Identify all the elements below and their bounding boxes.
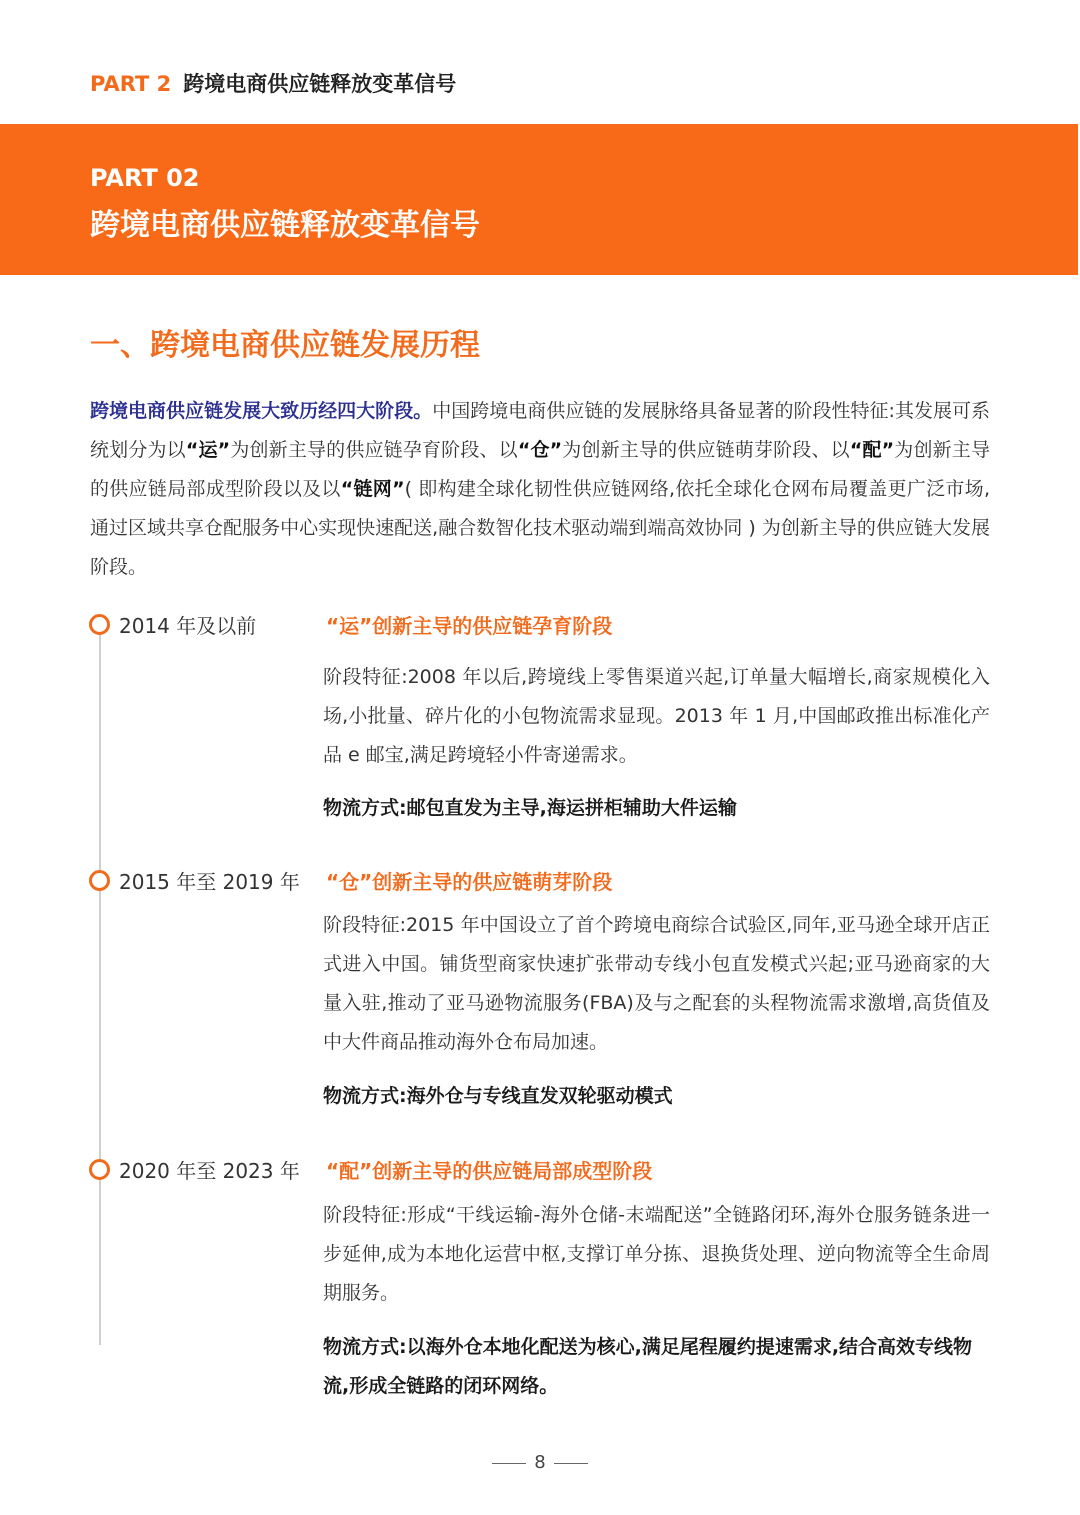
stage-period: 2014 年及以前 [119, 614, 257, 638]
intro-keyword: “链网” [340, 478, 405, 500]
timeline-dot-icon [89, 1159, 110, 1180]
stage-logistics-mode: 物流方式:以海外仓本地化配送为核心,满足尾程履约提速需求,结合高效专线物流,形成全链路的闭环网络。 [323, 1336, 973, 1397]
intro-text: 为创新主导的供应链局部成型阶段以及以 [90, 439, 990, 500]
timeline-dot-icon [89, 614, 110, 635]
running-head-part: PART 2 [90, 72, 172, 96]
timeline-line [99, 623, 101, 1345]
running-head [90, 68, 456, 98]
page-footer [0, 1452, 1080, 1473]
stage-period: 2020 年至 2023 年 [119, 1159, 300, 1183]
intro-keyword: “仓” [517, 439, 563, 461]
footer-rule [554, 1463, 588, 1464]
intro-text: 为创新主导的供应链孕育阶段、以 [230, 439, 518, 461]
section-title: 一、跨境电商供应链发展历程 [90, 328, 480, 363]
stage-period: 2015 年至 2019 年 [119, 870, 300, 894]
part-banner [0, 124, 1078, 275]
intro-text: 为创新主导的供应链萌芽阶段、以 [562, 439, 850, 461]
banner-title: 跨境电商供应链释放变革信号 [90, 208, 480, 243]
stage-title: “运”创新主导的供应链孕育阶段 [326, 614, 613, 638]
page-number: 8 [534, 1452, 546, 1473]
intro-lead: 跨境电商供应链发展大致历经四大阶段。 [90, 400, 433, 422]
intro-keyword: “运” [185, 439, 231, 461]
stage-description: 阶段特征:2008 年以后,跨境线上零售渠道兴起,订单量大幅增长,商家规模化入场,小批量、碎片化的小包物流需求显现。2013 年 1 月,中国邮政推出标准化产品 e 邮宝,满足跨境轻小件寄递需求。 [323, 666, 990, 766]
stage-description: 阶段特征:形成“干线运输-海外仓储-末端配送”全链路闭环,海外仓服务链条进一步延伸,成为本地化运营中枢,支撑订单分拣、退换货处理、逆向物流等全生命周期服务。 [323, 1204, 990, 1304]
stage-logistics-mode: 物流方式:海外仓与专线直发双轮驱动模式 [323, 1085, 673, 1107]
stage-logistics-mode: 物流方式:邮包直发为主导,海运拼柜辅助大件运输 [323, 797, 737, 819]
footer-rule [492, 1463, 526, 1464]
intro-paragraph [90, 392, 990, 587]
intro-keyword: “配” [849, 439, 895, 461]
banner-part-label: PART 02 [90, 164, 200, 192]
stage-title: “配”创新主导的供应链局部成型阶段 [326, 1159, 653, 1183]
stage-description: 阶段特征:2015 年中国设立了首个跨境电商综合试验区,同年,亚马逊全球开店正式进入中国。铺货型商家快速扩张带动专线小包直发模式兴起;亚马逊商家的大量入驻,推动了亚马逊物流服务(FBA)及与之配套的头程物流需求激增,高货值及中大件商品推动海外仓布局加速。 [323, 914, 990, 1053]
intro-text: 中国跨境电商供应链的发展脉络具备显著的阶段性特征:其发展可系统划分为以 [90, 400, 990, 461]
stage-title: “仓”创新主导的供应链萌芽阶段 [326, 870, 613, 894]
running-head-title: 跨境电商供应链释放变革信号 [183, 72, 457, 96]
timeline-dot-icon [89, 870, 110, 891]
intro-text: ( 即构建全球化韧性供应链网络,依托全球化仓网布局覆盖更广泛市场,通过区域共享仓配服务中心实现快速配送,融合数智化技术驱动端到端高效协同 ) 为创新主导的供应链大发展阶段。 [90, 478, 990, 578]
